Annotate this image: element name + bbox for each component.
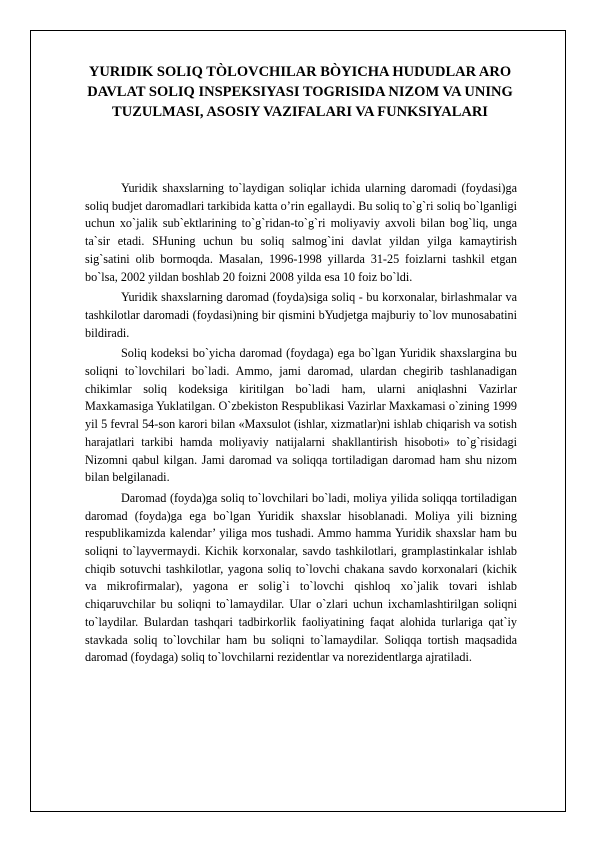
paragraph-1: Yuridik shaxslarning to`laydigan soliqlar ichida ularning daromadi (foydasi)ga soliq budjet daromadlari tarkibida katta o’rin egallaydi. Bu soliq to`g`ri soliq bo`lganligi uchun xo`jalik sub`ektlarining to`g`ridan-to`g`ri moliyaviy axvoli bilan bog`liq, unga ta`sir etadi. SHuning uchun bu soliq salmog`ini davlat yildan yilga kamaytirish sig`satini olib bormoqda. Masalan, 1996-1998 yillarda 31-25 foizlarni tashkil etgan bo`lsa, 2002 yildan boshlab 20 foizni 2008 yilda esa 10 foiz bo`ldi. (85, 181, 517, 284)
paragraph-4: Daromad (foyda)ga soliq to`lovchilari bo`ladi, moliya yilida soliqqa tortiladigan daromad (foyda)ga ega bo`lgan Yuridik shaxslar hisoblanadi. Moliya yili bizning respublikamizda kalendar’ yiliga mos tushadi. Ammo hamma Yuridik shaxslar ham bu soliqni to`layvermaydi. Kichik korxonalar, savdo tashkilotlari, gramplastinkalar ishlab chiqib sotuvchi tashkilotlar, yagona soliq to`lovchi chakana savdo korxonalari (kichik va mikrofirmalar), yagona er solig`i to`lovchi qishloq xo`jalik tovari ishlab chiqaruvchilar bu soliqni to`lamaydilar. Ular o`zlari uchun ixchamlashtirilgan soliqni to`laydilar. Bulardan tashqari tadbirkorlik faoliyatining faqat alohida turlariga qat`iy stavkada soliq to`lovchilar ham bu soliqni to`lamaydilar. Soliqqa tortish maqsadida daromad (foydaga) soliq to`lovchilarni rezidentlar va norezidentlarga ajratiladi. (85, 490, 517, 665)
document-body (85, 180, 517, 670)
paragraph-3: Soliq kodeksi bo`yicha daromad (foydaga) ega bo`lgan Yuridik shaxslargina bu soliqni to`lovchilari bo`ladi. Ammo, jami daromad, ulardan chegirib tashlanadigan chikimlar soliq kodeksiga kiritilgan bo`ladi ham, ularni aniqlashni Vazirlar Maxkamasiga Yuklatilgan. O`zbekiston Respublikasi Vazirlar Maxkamasi o`zining 1999 yil 5 fevral 54-son karori bilan «Maxsulot (ishlar, xizmatlar)ni ishlab chiqarish va sotish harajatlari tarkibi hamda moliyaviy natijalarni shakllantirish hisoboti» to`g`risidagi Nizomni qabul kilgan. Jami daromad va soliqqa tortiladigan daromad ham shu nizom bilan belgilanadi. (85, 346, 517, 485)
paragraph-2: Yuridik shaxslarning daromad (foyda)siga soliq - bu korxonalar, birlashmalar va tashkilotlar daromadi (foydasi)ning bir qismini bYudjetga majburiy to`lov munosabatini bildiradi. (85, 290, 517, 340)
document-title: YURIDIK SOLIQ TÒLOVCHILAR BÒYICHA HUDUDLAR ARO DAVLAT SOLIQ INSPEKSIYASI TOGRISIDA NIZOM VA UNING TUZULMASI, ASOSIY VAZIFALARI VA FUNKSIYALARI (87, 64, 513, 120)
